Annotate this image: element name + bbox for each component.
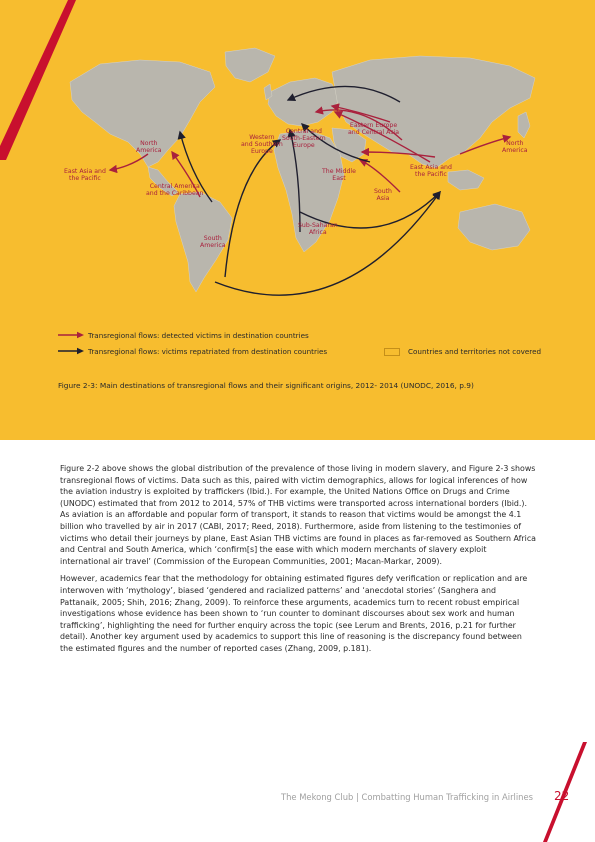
paragraph-1: Figure 2-2 above shows the global distribution of the prevalence of those living in modern slavery, and Figure 2-3 shows transregional flows of victims. Data such as this, paired with victim demographics, allows for logical inferences of how the aviation industry is exploited by traffickers (Ibid.). For example, the United Nations Office on Drugs and Crime (UNODC) estimated that from 2012 to 2014, 57% of THB victims were transported across international borders (Ibid.). As aviation is an affordable and popular form of transport, it stands to reason that victims would be amongst the 4.1 billion who travelled by air in 2017 (CABI, 2017; Reed, 2018). Furthermore, aside from listening to the testimonies of victims who detail their journeys by plane, East Asian THB victims are found in places as far-removed as Southern Africa and Central and South America, which ‘confirm[s] the ease with which modern merchants of slavery exploit international air travel’ (Commission of the European Communities, 2001; Macan-Markar, 2009). <box>60 464 537 566</box>
legend-not-covered-label: Countries and territories not covered <box>408 347 542 356</box>
label-central-southeastern-europe: Central and South-Eastern Europe <box>282 128 326 149</box>
figure-caption: Figure 2-3: Main destinations of transregional flows and their significant origins, 2012- 2014 (UNODC, 2016, p.9) <box>58 381 474 390</box>
red-arrow-icon <box>58 331 84 339</box>
label-central-america-caribbean: Central America and the Caribbean <box>146 183 204 197</box>
label-east-asia-pacific-right: East Asia and the Pacific <box>410 164 452 178</box>
legend-detected <box>58 330 309 340</box>
label-north-america-left: North America <box>136 140 162 154</box>
body-text <box>60 463 536 661</box>
label-east-asia-pacific-left: East Asia and the Pacific <box>64 168 106 182</box>
label-south-asia: South Asia <box>374 188 392 202</box>
label-western-southern-europe: Western and Southern Europe <box>241 134 283 155</box>
not-covered-swatch <box>384 348 400 356</box>
world-map-graphic <box>40 42 560 312</box>
land-masses <box>70 48 535 292</box>
label-north-america-right: North America <box>502 140 528 154</box>
footer-text: The Mekong Club | Combatting Human Trafficking in Airlines <box>280 792 533 802</box>
legend-not-covered <box>384 347 541 356</box>
world-map <box>40 42 560 312</box>
legend-detected-label: Transregional flows: detected victims in destination countries <box>88 330 309 340</box>
label-south-america: South America <box>200 235 226 249</box>
label-eastern-europe-central-asia: Eastern Europe and Central Asia <box>348 122 400 136</box>
paragraph-2: However, academics fear that the methodology for obtaining estimated figures defy verification or replication and are interwoven with ‘mythology’, biased ‘gendered and racialized patterns’ and ‘anecdotal stories’ (Sanghera and Pattanaik, 2005; Shih, 2016; Zhang, 2009). To reinforce these arguments, academics turn to recent robust empirical investigations whose evidence has been shown to ‘run counter to dominant discourses about sex work and human trafficking’, highlighting the need for further enquiry across the topic (see Lerum and Brents, 2016, p.21 for further detail). Another key argument used by academics to support this line of reasoning is the discrepancy found between the estimated figures and the number of reported cases (Zhang, 2009, p.181). <box>60 574 528 653</box>
label-middle-east: The Middle East <box>322 168 356 182</box>
legend-repatriated-label: Transregional flows: victims repatriated from destination countries <box>88 346 328 356</box>
label-sub-saharan-africa: Sub-Saharan Africa <box>298 222 338 236</box>
page-number: 22 <box>554 789 570 803</box>
legend-repatriated <box>58 346 327 356</box>
dark-arrow-icon <box>58 347 84 355</box>
